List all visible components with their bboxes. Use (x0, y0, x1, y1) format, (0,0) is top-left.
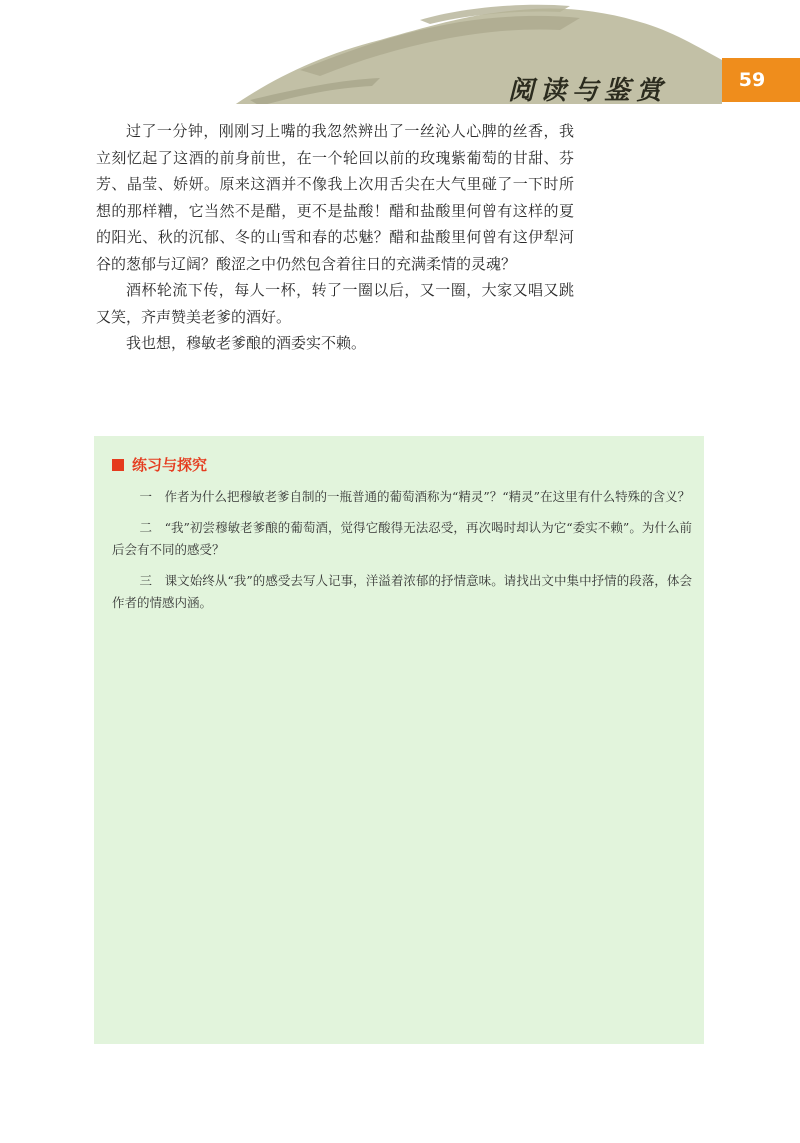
body-paragraph: 酒杯轮流下传，每人一杯，转了一圈以后，又一圈，大家又唱又跳又笑，齐声赞美老爹的酒好。 (96, 281, 574, 326)
exercise-list (112, 486, 692, 623)
body-text (96, 118, 574, 357)
body-paragraph: 过了一分钟，刚刚习上嘴的我忽然辨出了一丝沁人心脾的丝香，我立刻忆起了这酒的前身前世，在一个轮回以前的玫瑰紫葡萄的甘甜、芬芳、晶莹、娇妍。原来这酒并不像我上次用舌尖在大气里碰了一下时所想的那样糟，它当然不是醋，更不是盐酸！醋和盐酸里何曾有这样的夏的阳光、秋的沉郁、冬的山雪和春的芯魅？醋和盐酸里何曾有这伊犁河谷的葱郁与辽阔？酸涩之中仍然包含着往日的充满柔情的灵魂？ (96, 122, 574, 273)
header-brush-decoration (0, 0, 800, 110)
square-bullet-icon (112, 459, 124, 471)
exercise-box (94, 436, 704, 1044)
exercise-item: 三 课文始终从“我”的感受去写人记事，洋溢着浓郁的抒情意味。请找出文中集中抒情的段落，体会作者的情感内涵。 (112, 572, 692, 610)
exercise-item: 二 “我”初尝穆敏老爹酿的葡萄酒，觉得它酸得无法忍受，再次喝时却认为它“委实不赖”。为什么前后会有不同的感受？ (112, 519, 692, 557)
exercise-heading (112, 454, 207, 475)
section-title: 阅读与鉴赏 (508, 76, 669, 106)
page-number: 59 (738, 69, 766, 91)
exercise-heading-label: 练习与探究 (132, 456, 208, 474)
body-paragraph: 我也想，穆敏老爹酿的酒委实不赖。 (126, 334, 367, 352)
exercise-item: 一 作者为什么把穆敏老爹自制的一瓶普通的葡萄酒称为“精灵”？“精灵”在这里有什么特殊的含义？ (139, 489, 691, 504)
page-number-tab (722, 58, 800, 102)
